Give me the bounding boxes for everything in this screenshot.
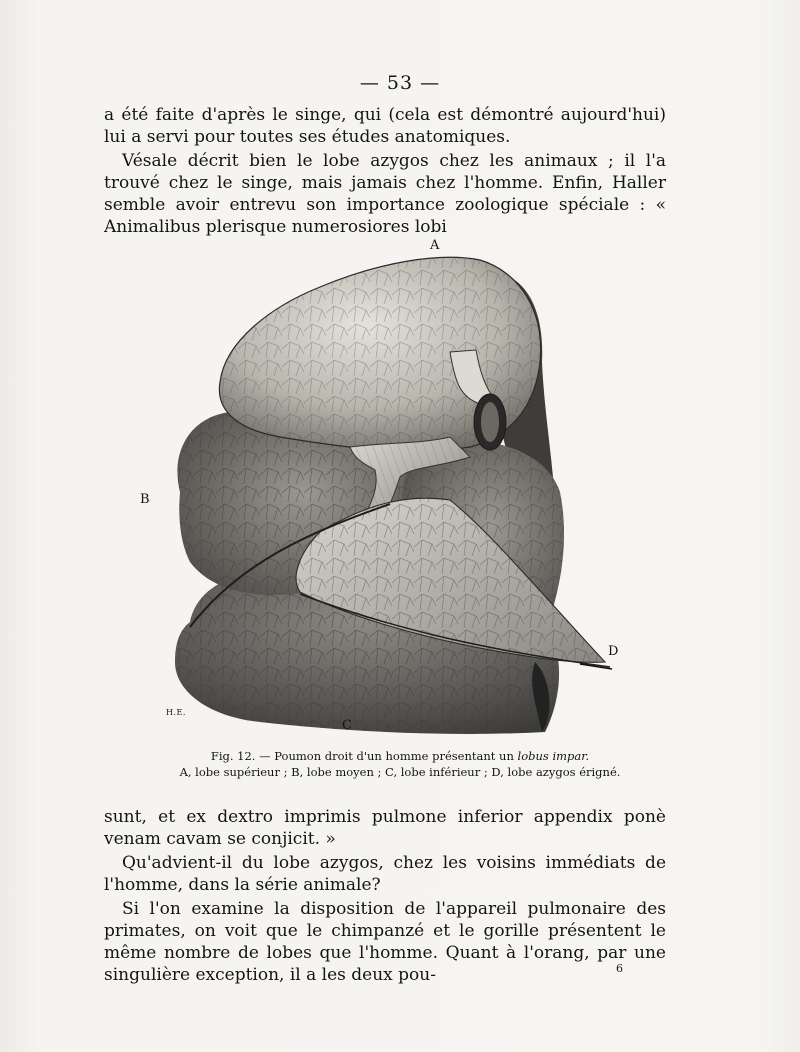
signature-mark: 6	[616, 962, 623, 975]
paragraph-2: Vésale décrit bien le lobe azygos chez les animaux ; il l'a trouvé chez le singe, mais jamais chez l'homme. Enfin, Haller semble avoir entrevu son importance zoologique spéciale : « Animalibus plerisque numerosiores lobi	[104, 151, 666, 237]
paragraph-1: a été faite d'après le singe, qui (cela est démontré aujourd'hui) lui a servi pour toutes ses études anatomiques.	[104, 105, 666, 147]
figure-caption	[150, 748, 650, 780]
paragraph-4: Qu'advient-il du lobe azygos, chez les voisins immédiats de l'homme, dans la série animale?	[104, 853, 666, 895]
figure-label-a: A	[430, 238, 440, 253]
lung-engraving-svg	[150, 232, 630, 742]
caption-line-1	[150, 748, 650, 764]
caption-prefix: Fig. 12. — Poumon droit d'un homme présentant un	[210, 749, 514, 763]
caption-line-2: A, lobe supérieur ; B, lobe moyen ; C, lobe inférieur ; D, lobe azygos érigné.	[179, 765, 621, 779]
paragraph-3: sunt, et ex dextro imprimis pulmone inferior appendix ponè venam cavam se conjicit. »	[104, 807, 666, 849]
figure-label-b: B	[140, 492, 150, 507]
figure-label-d: D	[608, 644, 619, 659]
lung-illustration	[140, 232, 630, 742]
bronchus-lumen	[481, 402, 499, 442]
page-number: — 53 —	[359, 72, 441, 94]
paragraph-5: Si l'on examine la disposition de l'appareil pulmonaire des primates, on voit que le chimpanzé et le gorille présentent le même nombre de lobes que l'homme. Quant à l'orang, par une singulière exception, il a les deux pou-	[104, 899, 666, 985]
figure-label-c: C	[342, 718, 352, 733]
engraver-signature: H.E.	[166, 708, 186, 717]
caption-italic: lobus impar.	[517, 749, 590, 763]
